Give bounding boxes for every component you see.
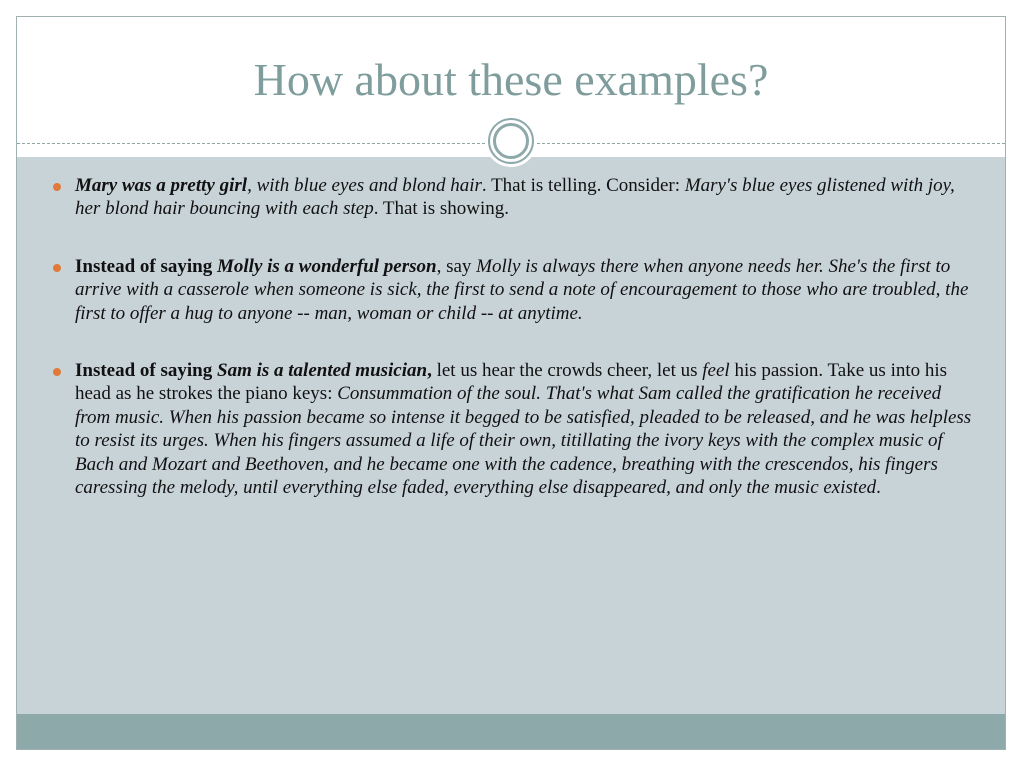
footer-band — [17, 714, 1005, 749]
bullet-text — [75, 174, 980, 221]
bullet-dot-icon — [53, 368, 61, 376]
text-run: Molly is a wonderful person — [217, 255, 437, 277]
text-run: feel — [702, 360, 730, 382]
bullet-list — [45, 174, 980, 533]
text-run: Instead of saying — [75, 360, 217, 382]
bullet-dot-icon — [53, 183, 61, 191]
bullet-item — [45, 359, 980, 499]
bullet-text — [75, 359, 980, 499]
text-run: , with blue eyes and blond hair — [247, 175, 482, 196]
bullet-text — [75, 255, 980, 325]
bullet-dot-icon — [53, 264, 61, 272]
text-run: Consummation of the soul. That's what Sam called the gratification he received from music. When his passion became so intense it begged to be satisfied, pleaded to be released, and he was helpless to resist its urges. When his fingers assumed a life of their own, titillating the ivory keys with the complex music of Bach and Mozart and Beethoven, and he became one with the cadence, breathing with the crescendos, his fingers caressing the melody, until everything else faded, everything else disappeared, and only the music existed — [75, 383, 972, 499]
text-run: . That is telling. Consider: — [481, 175, 685, 196]
double-ring-icon — [485, 115, 537, 167]
content-area — [17, 157, 1005, 715]
text-run: let us hear the crowds cheer, let us — [431, 360, 703, 382]
slide-title: How about these examples? — [253, 54, 769, 105]
text-run: Instead of saying — [75, 255, 217, 277]
text-run: Molly is always there when anyone needs her. She's the first to arrive with a casserole when someone is sick, the first to send a note of encouragement to those who are troubled, the first to offer a hug to anyone -- man, woman or child -- at anytime. — [75, 255, 969, 324]
bullet-item — [45, 174, 980, 221]
text-run: , — [427, 360, 432, 382]
text-run: Mary was a pretty girl — [75, 175, 248, 196]
text-run: . That is showing. — [373, 198, 509, 220]
text-run: , say — [436, 255, 477, 277]
text-run: . — [876, 477, 881, 499]
bullet-item — [45, 255, 980, 325]
text-run: Mary's blue eyes glistened with joy, her blond hair bouncing with each step — [75, 175, 955, 220]
slide — [16, 16, 1006, 750]
text-run: Sam is a talented musician — [217, 360, 428, 382]
text-run: his passion. Take us into his head as he strokes the piano keys: — [75, 360, 948, 405]
